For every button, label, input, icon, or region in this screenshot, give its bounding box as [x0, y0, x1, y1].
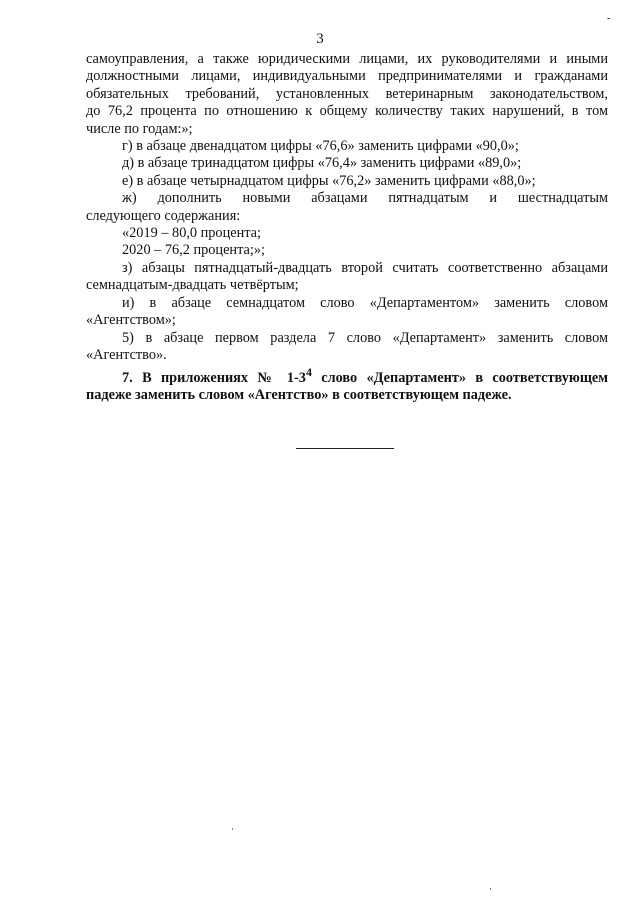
scan-speck	[490, 888, 491, 890]
item7-text-a: 7. В приложениях № 1-3	[122, 370, 306, 387]
paragraph-line: следующего содержания:	[86, 207, 241, 224]
amendment-item-zh	[86, 190, 608, 225]
paragraph-line: обязательных требований, установленных ветеринарным законодательством,	[86, 85, 608, 102]
paragraph-line: «Агентством»;	[86, 312, 176, 329]
amendment-item-e: е) в абзаце четырнадцатом цифры «76,2» заменить цифрами «88,0»;	[122, 172, 536, 189]
paragraph-line: должностными лицами, индивидуальными предпринимателями и гражданами	[86, 68, 608, 85]
page-number: 3	[316, 31, 324, 47]
scan-speck	[232, 828, 233, 830]
quoted-line-2020: 2020 – 76,2 процента;»;	[122, 242, 265, 259]
item7-superscript: 4	[305, 365, 312, 380]
paragraph-line: до 76,2 процента по отношению к общему количеству таких нарушений, в том	[86, 103, 608, 120]
document-body	[86, 51, 608, 405]
end-separator-line	[296, 448, 394, 449]
paragraph-line: падеже заменить словом «Агентство» в соответствующем падеже.	[86, 387, 512, 404]
amendment-item-g: г) в абзаце двенадцатом цифры «76,6» заменить цифрами «90,0»;	[122, 138, 519, 155]
amendment-item-5	[86, 330, 608, 365]
amendment-item-z	[86, 260, 608, 295]
paragraph-line: 5) в абзаце первом раздела 7 слово «Департамент» заменить словом	[122, 329, 608, 346]
paragraph-line: семнадцатым-двадцать четвёртым;	[86, 277, 299, 294]
paragraph-line: «Агентство».	[86, 346, 167, 363]
paragraph-line: числе по годам:»;	[86, 120, 193, 137]
paragraph-line: ж) дополнить новыми абзацами пятнадцатым и шестнадцатым	[122, 190, 608, 207]
paragraph-line: самоуправления, а также юридическими лицами, их руководителями и иными	[86, 51, 608, 67]
paragraph-line: з) абзацы пятнадцатый-двадцать второй считать соответственно абзацами	[122, 259, 608, 276]
quoted-line-2019: «2019 – 80,0 процента;	[122, 225, 261, 242]
paragraph-line	[86, 364, 608, 387]
paragraph-line: и) в абзаце семнадцатом слово «Департаментом» заменить словом	[122, 294, 608, 311]
scan-mark: -	[607, 13, 611, 24]
amendment-item-d: д) в абзаце тринадцатом цифры «76,4» заменить цифрами «89,0»;	[122, 155, 522, 172]
amendment-item-7	[86, 364, 608, 405]
item7-text-b: слово «Департамент» в соответствующем	[311, 370, 608, 387]
amendment-item-i	[86, 295, 608, 330]
paragraph-continuation	[86, 51, 608, 138]
